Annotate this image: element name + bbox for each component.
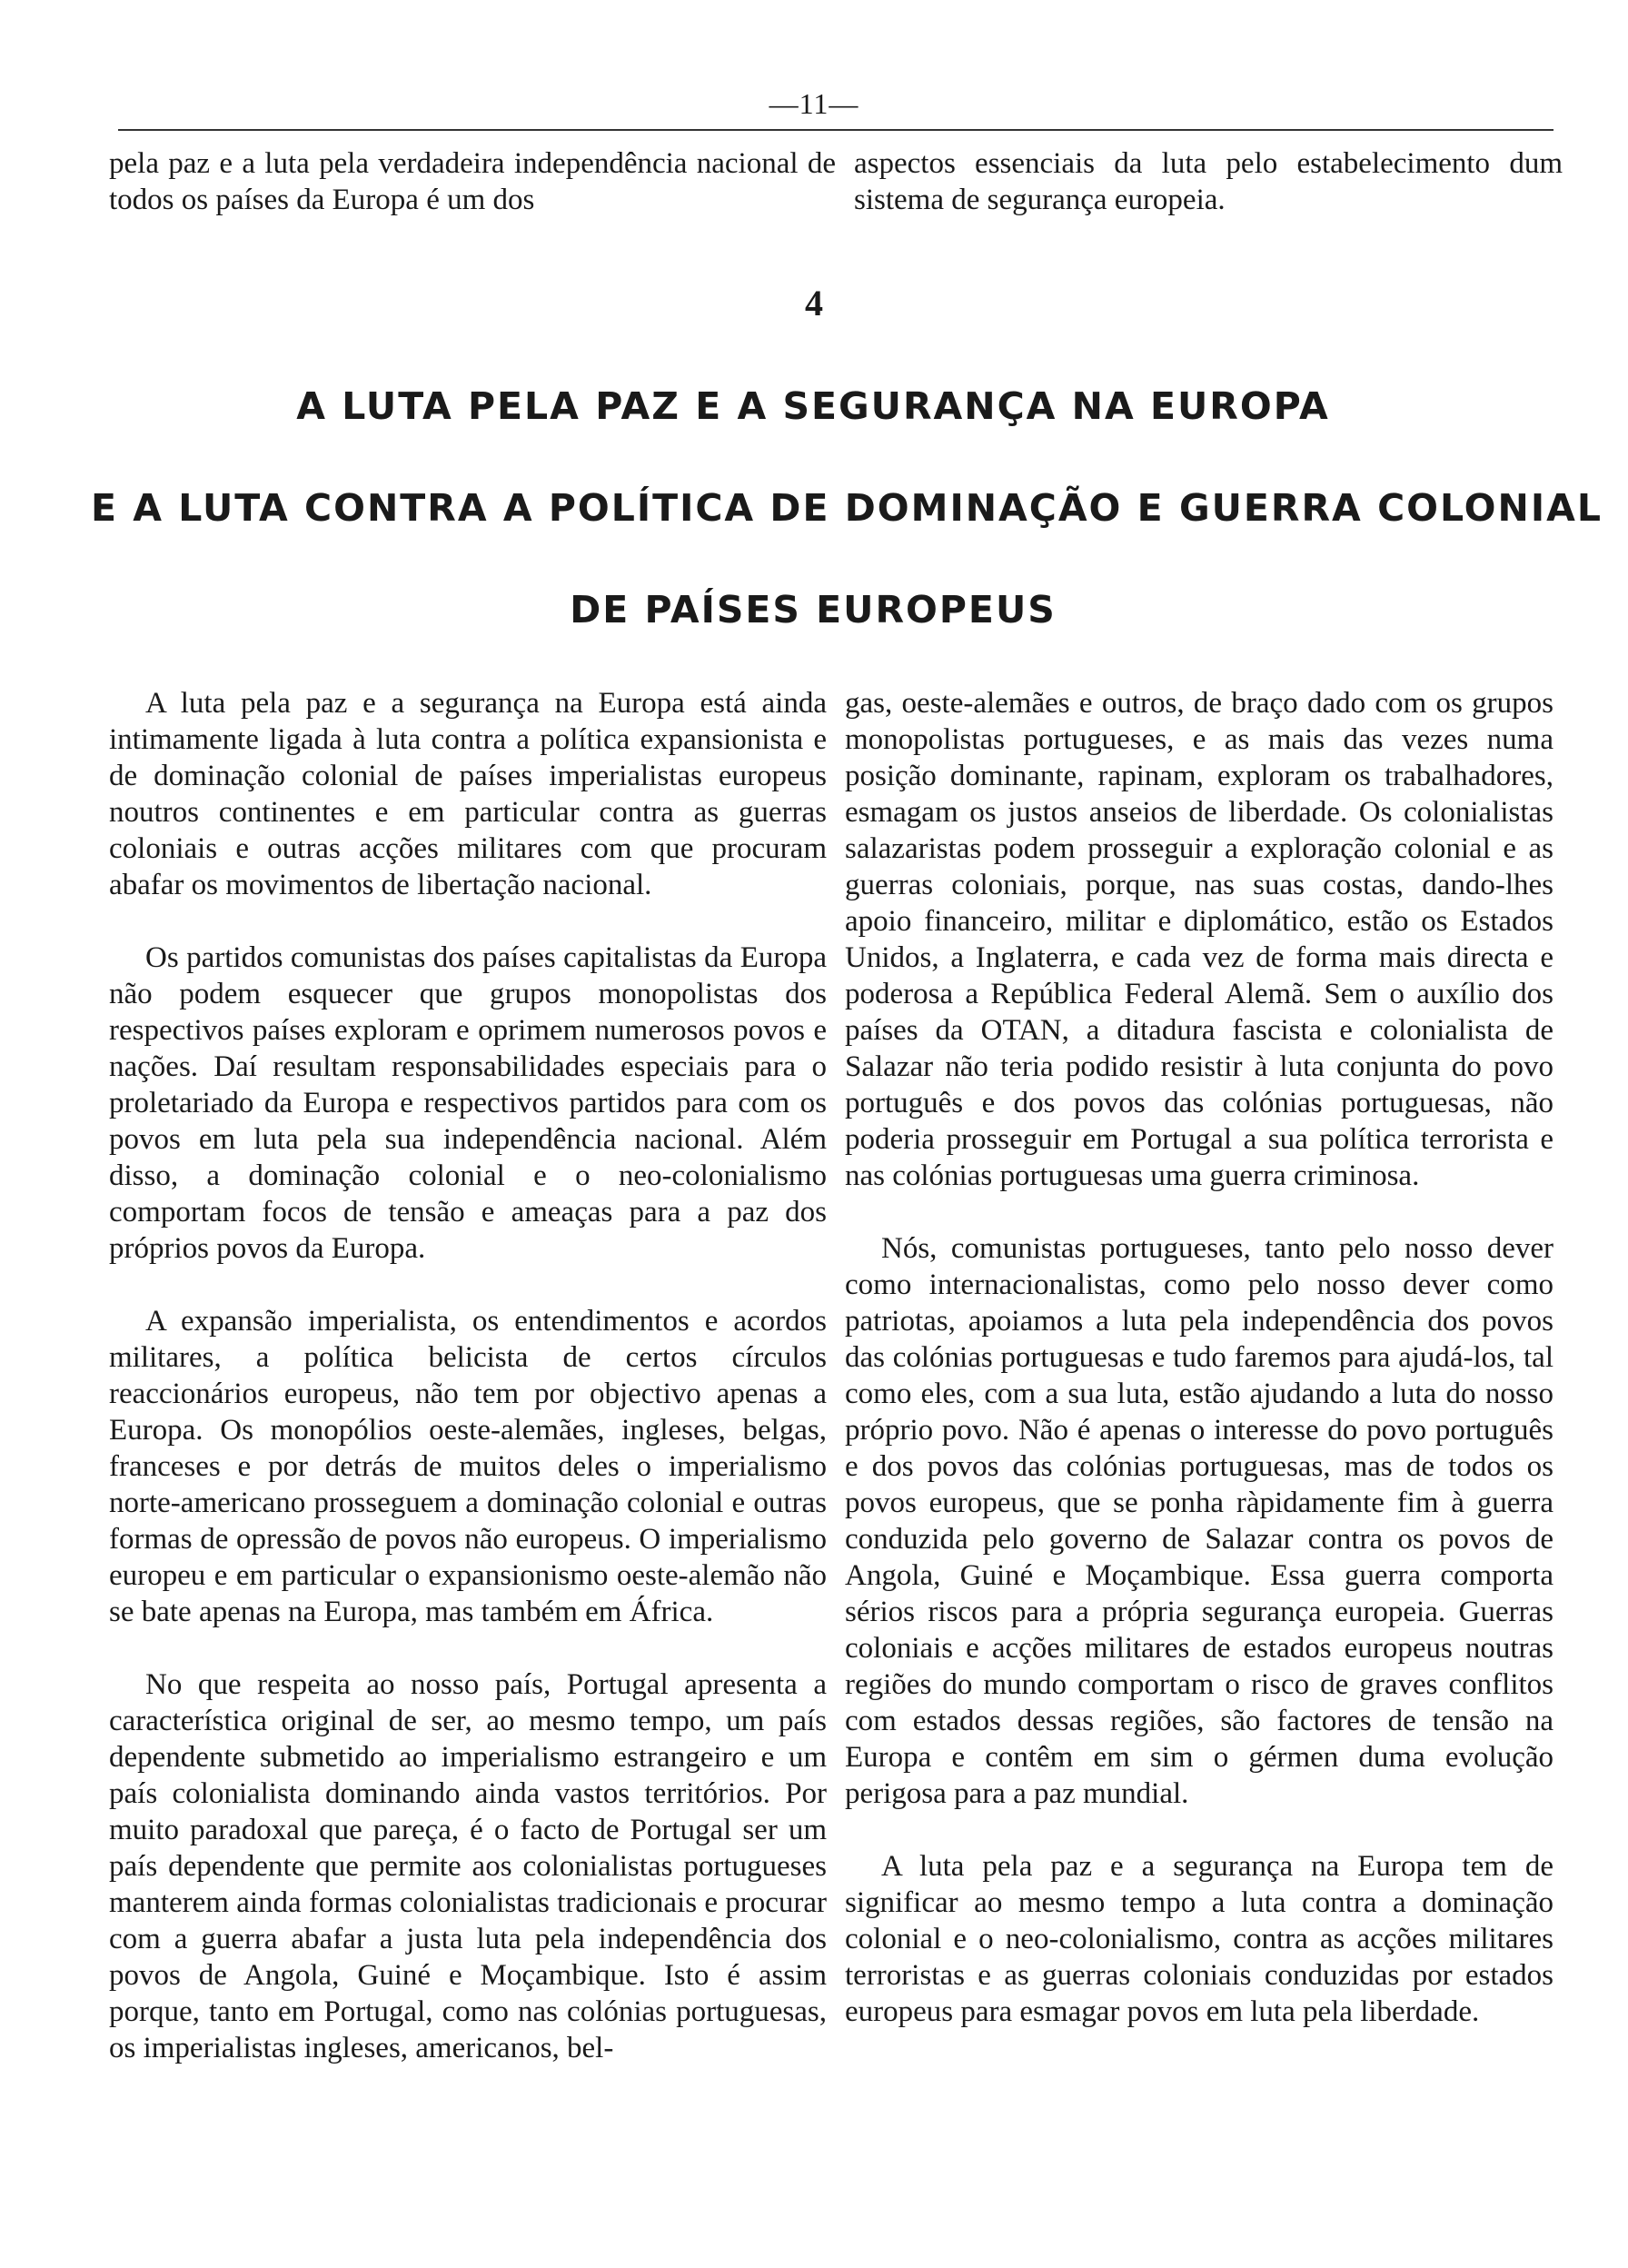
top-right-column — [854, 145, 1563, 218]
paragraph: pela paz e a luta pela verdadeira independência nacional de todos os países da Europa é um dos — [109, 147, 836, 216]
paragraph: A luta pela paz e a segurança na Europa está ainda intimamente ligada à luta contra a política expansionista e de dominação colonial de países imperialistas europeus noutros continentes e em particular contra as guerras coloniais e outras acções militares com que procuram abafar os movimentos de libertação nacional. — [109, 687, 827, 901]
header-rule — [118, 129, 1554, 131]
section-heading-line-1: A LUTA PELA PAZ E A SEGURANÇA NA EUROPA — [296, 384, 1330, 428]
section-heading-line-2: E A LUTA CONTRA A POLÍTICA DE DOMINAÇÃO E GUERRA COLONIAL — [91, 486, 1603, 530]
paragraph: A luta pela paz e a segurança na Europa tem de significar ao mesmo tempo a luta contra a dominação colonial e o neo-colonialismo, contra as acções militares terroristas e as guerras coloniais conduzidas por estados europeus para esmagar povos em luta pela liberdade. — [845, 1850, 1554, 2028]
paragraph: Os partidos comunistas dos países capitalistas da Europa não podem esquecer que grupos monopolistas dos respectivos países exploram e oprimem numerosos povos e nações. Daí resultam responsabilidades especiais para o proletariado da Europa e respectivos partidos para com os povos em luta pela sua independência nacional. Além disso, a dominação colonial e o neo-colonialismo comportam focos de tensão e ameaças para a paz dos próprios povos da Europa. — [109, 941, 827, 1265]
page-number: —11— — [769, 87, 859, 120]
section-heading-line-3: DE PAÍSES EUROPEUS — [570, 588, 1057, 632]
right-body-column — [845, 685, 1554, 2030]
paragraph: Nós, comunistas portugueses, tanto pelo nosso dever como internacionalistas, como pelo nosso dever como patriotas, apoiamos a luta pela independência dos povos das colónias portuguesas e tudo faremos para ajudá-los, tal como eles, com a sua luta, estão ajudando a luta do nosso próprio povo. Não é apenas o interesse do povo português e dos povos das colónias portuguesas, mas de todos os povos europeus, que se ponha ràpidamente fim à guerra conduzida pelo governo de Salazar contra os povos de Angola, Guiné e Moçambique. Essa guerra comporta sérios riscos para a própria segurança europeia. Guerras coloniais e acções militares de estados europeus noutras regiões do mundo comportam o risco de graves conflitos com estados dessas regiões, são factores de tensão na Europa e contêm em sim o gérmen duma evolução perigosa para a paz mundial. — [845, 1232, 1554, 1810]
paragraph: gas, oeste-alemães e outros, de braço dado com os grupos monopolistas portugueses, e as mais das vezes numa posição dominante, rapinam, exploram os trabalhadores, esmagam os justos anseios de liberdade. Os colonialistas salazaristas podem prosseguir a exploração colonial e as guerras coloniais, porque, nas suas costas, dando-lhes apoio financeiro, militar e diplomático, estão os Estados Unidos, a Inglaterra, e cada vez de forma mais directa e poderosa a República Federal Alemã. Sem o auxílio dos países da OTAN, a ditadura fascista e colonialista de Salazar não teria podido resistir à luta conjunta do povo português e dos povos das colónias portuguesas, não poderia prosseguir em Portugal a sua política terrorista e nas colónias portuguesas uma guerra criminosa. — [845, 687, 1554, 1192]
top-left-column — [109, 145, 836, 218]
paragraph: aspectos essenciais da luta pelo estabelecimento dum sistema de segurança europeia. — [854, 147, 1563, 216]
paragraph: No que respeita ao nosso país, Portugal apresenta a característica original de ser, ao mesmo tempo, um país dependente submetido ao imperialismo estrangeiro e um país colonialista dominando ainda vastos territórios. Por muito paradoxal que pareça, é o facto de Portugal ser um país dependente que permite aos colonialistas portugueses manterem ainda formas colonialistas tradicionais e procurar com a guerra abafar a justa luta pela independência dos povos de Angola, Guiné e Moçambique. Isto é assim porque, tanto em Portugal, como nas colónias portuguesas, os imperialistas ingleses, americanos, bel- — [109, 1668, 827, 2064]
left-body-column — [109, 685, 827, 2066]
section-number: 4 — [805, 283, 823, 323]
paragraph: A expansão imperialista, os entendimentos e acordos militares, a política belicista de certos círculos reaccionários europeus, não tem por objectivo apenas a Europa. Os monopólios oeste-alemães, ingleses, belgas, franceses e por detrás de muitos deles o imperialismo norte-americano prosseguem a dominação colonial e outras formas de opressão de povos não europeus. O imperialismo europeu e em particular o expansionismo oeste-alemão não se bate apenas na Europa, mas também em África. — [109, 1305, 827, 1628]
